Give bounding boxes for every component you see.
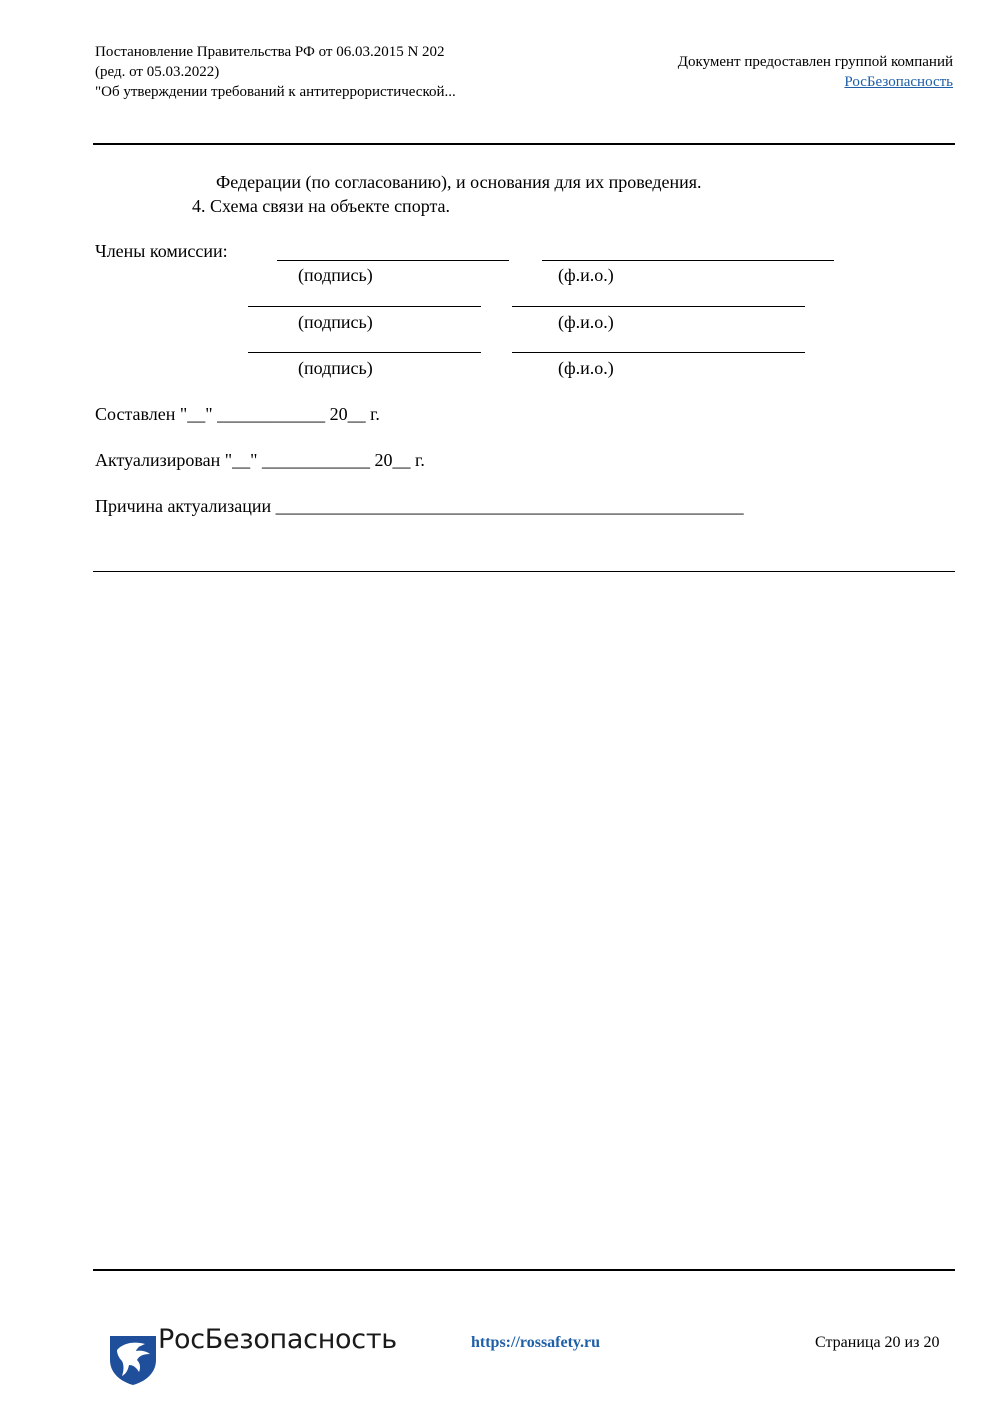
name-line-1 <box>542 260 834 261</box>
header-divider <box>93 143 955 145</box>
compiled-date-line: Составлен "__" ____________ 20__ г. <box>95 404 380 424</box>
footer-site-link[interactable]: https://rossafety.ru <box>471 1334 601 1351</box>
page-of-label: из <box>904 1334 920 1351</box>
page-total: 20 <box>923 1334 940 1351</box>
signature-line-2 <box>248 306 481 307</box>
footer-logo-text: РосБезопасность <box>158 1324 397 1355</box>
header-doc-title-line-1: Постановление Правительства РФ от 06.03.2015 N 202 <box>95 44 445 60</box>
body-end-divider <box>93 571 955 572</box>
continuation-text: Федерации (по согласованию), и основания для их проведения. <box>216 172 702 192</box>
header-doc-title-line-2: (ред. от 05.03.2022) <box>95 64 220 80</box>
page-label: Страница <box>815 1334 881 1351</box>
item-4-text: 4. Схема связи на объекте спорта. <box>192 196 451 216</box>
header-provider-link[interactable]: РосБезопасность <box>844 74 953 90</box>
name-caption-2: (ф.и.о.) <box>558 312 614 332</box>
update-reason-line: Причина актуализации ____________________________________________________ <box>95 496 744 516</box>
signature-line-3 <box>248 352 481 353</box>
footer-divider <box>93 1269 955 1271</box>
updated-date-line: Актуализирован "__" ____________ 20__ г. <box>95 450 425 470</box>
signature-caption-1: (подпись) <box>298 265 373 285</box>
commission-members-label: Члены комиссии: <box>95 241 228 261</box>
signature-caption-3: (подпись) <box>298 358 373 378</box>
name-line-3 <box>512 352 805 353</box>
header-doc-title-line-3: "Об утверждении требований к антитеррористической... <box>95 84 456 100</box>
footer-page-number <box>815 1334 939 1352</box>
eagle-shield-icon <box>100 1316 150 1368</box>
signature-caption-2: (подпись) <box>298 312 373 332</box>
name-line-2 <box>512 306 805 307</box>
page-current: 20 <box>884 1334 901 1351</box>
name-caption-3: (ф.и.о.) <box>558 358 614 378</box>
header-provider-text: Документ предоставлен группой компаний <box>677 54 953 70</box>
name-caption-1: (ф.и.о.) <box>558 265 614 285</box>
signature-line-1 <box>277 260 509 261</box>
